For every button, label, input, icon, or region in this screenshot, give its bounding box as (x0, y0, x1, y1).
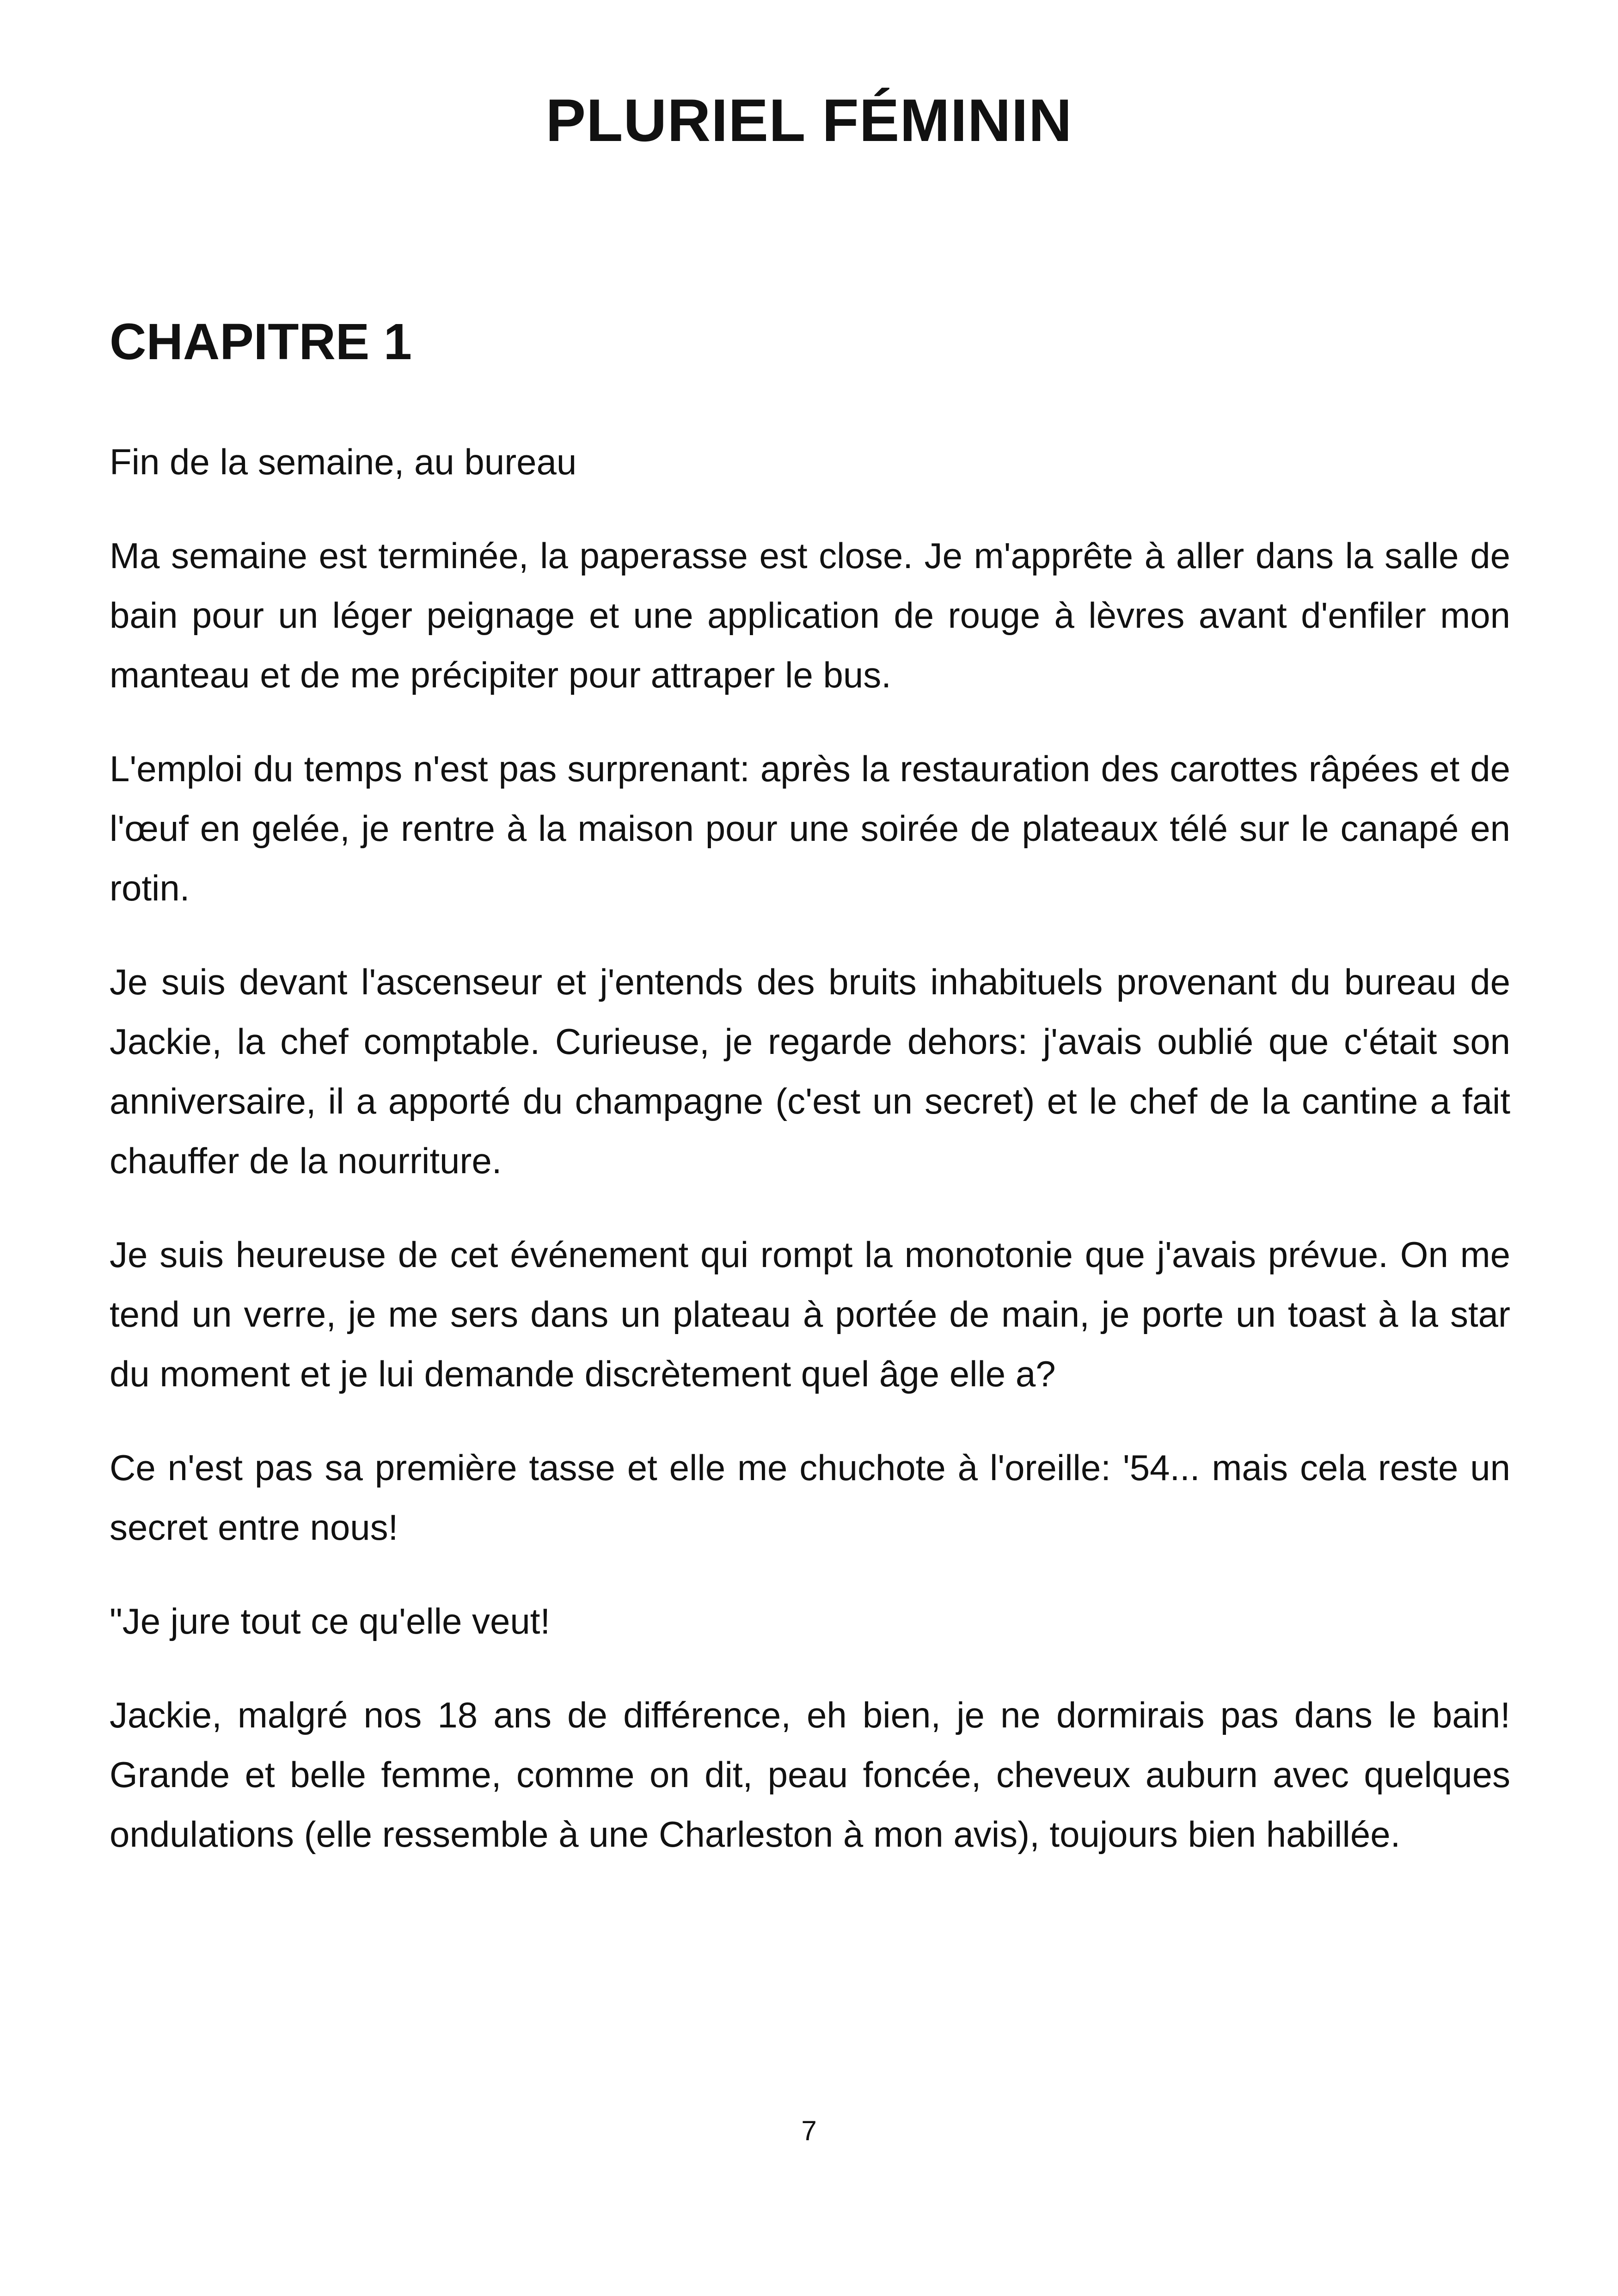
page-number: 7 (801, 2115, 817, 2146)
book-title: PLURIEL FÉMININ (545, 86, 1073, 154)
chapter-title: CHAPITRE 1 (110, 313, 412, 370)
paragraph: Ma semaine est terminée, la paperasse est close. Je m'apprête à aller dans la salle de bain pour un léger peignage et une application de rouge à lèvres avant d'enfiler mon manteau et de me précipiter pour attraper le bus. (110, 535, 1510, 695)
paragraph: Je suis heureuse de cet événement qui rompt la monotonie que j'avais prévue. On me tend un verre, je me sers dans un plateau à portée de main, je porte un toast à la star du moment et je lui demande discrètement quel âge elle a? (110, 1234, 1510, 1394)
paragraph: Jackie, malgré nos 18 ans de différence, eh bien, je ne dormirais pas dans le bain! Grande et belle femme, comme on dit, peau foncée, cheveux auburn avec quelques ondulations (elle ressemble à une Charleston à mon avis), toujours bien habillée. (110, 1695, 1510, 1855)
paragraph: Ce n'est pas sa première tasse et elle me chuchote à l'oreille: '54... mais cela reste un secret entre nous! (110, 1447, 1510, 1548)
paragraph: L'emploi du temps n'est pas surprenant: après la restauration des carottes râpées et de l'œuf en gelée, je rentre à la maison pour une soirée de plateaux télé sur le canapé en rotin. (110, 748, 1510, 908)
paragraph: "Je jure tout ce qu'elle veut! (110, 1601, 551, 1641)
paragraph: Je suis devant l'ascenseur et j'entends des bruits inhabituels provenant du bureau de Jackie, la chef comptable. Curieuse, je regarde dehors: j'avais oublié que c'était son anniversaire, il a apporté du champagne (c'est un secret) et le chef de la cantine a fait chauffer de la nourriture. (110, 961, 1510, 1181)
chapter-body (110, 432, 1510, 1898)
paragraph: Fin de la semaine, au bureau (110, 441, 577, 482)
